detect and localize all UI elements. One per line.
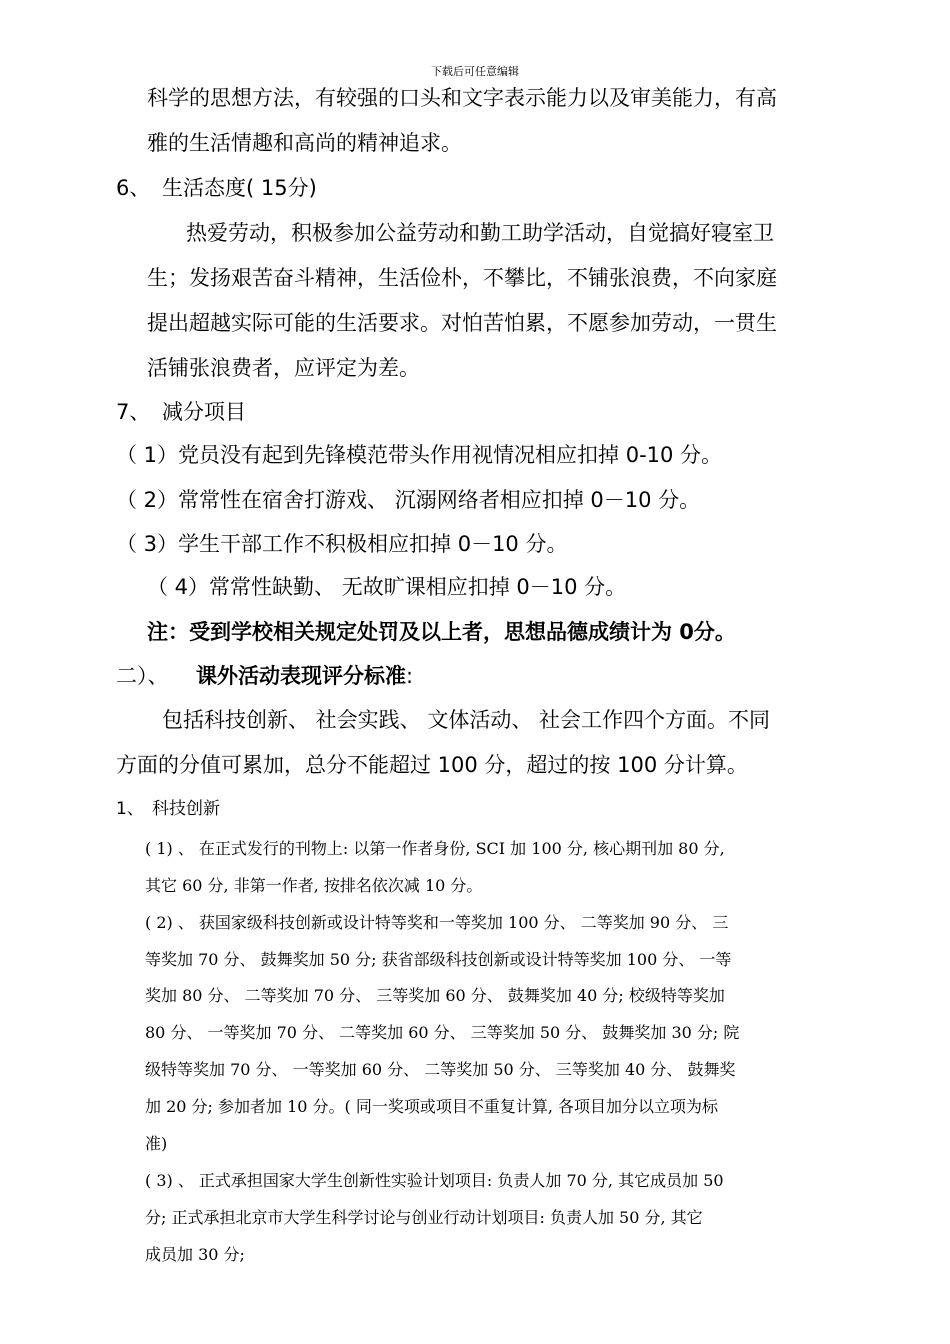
subsection-1-title: 科技创新 bbox=[152, 799, 220, 819]
section-7-title: 减分项目 bbox=[162, 400, 246, 424]
item-2-line: 准) bbox=[145, 1134, 168, 1153]
part-2-title-text: 课外活动表现评分标准 bbox=[196, 664, 406, 688]
deduction-item: （ 1）党员没有起到先锋模范带头作用视情况相应扣掉 0-10 分。 bbox=[116, 443, 723, 467]
section-6-line: 生；发扬艰苦奋斗精神，生活俭朴，不攀比，不铺张浪费，不向家庭 bbox=[147, 266, 777, 290]
intro-line: 科学的思想方法，有较强的口头和文字表示能力以及审美能力，有高 bbox=[147, 86, 777, 110]
section-6-title: 生活态度( 15分) bbox=[162, 176, 317, 200]
section-6-number: 6、 bbox=[116, 176, 151, 200]
item-2-line: 加 20 分; 参加者加 10 分。( 同一奖项或项目不重复计算, 各项目加分以立项为标 bbox=[145, 1097, 719, 1116]
deduction-item: （ 3）学生干部工作不积极相应扣掉 0－10 分。 bbox=[116, 532, 568, 556]
item-1-line: ( 1) 、 在正式发行的刊物上: 以第一作者身份, SCI 加 100 分, 核心期刊加 80 分, bbox=[145, 839, 725, 858]
item-3-line: 成员加 30 分; bbox=[145, 1245, 245, 1264]
item-2-line: 级特等奖加 70 分、 一等奖加 60 分、 二等奖加 50 分、 三等奖加 40 分、 鼓舞奖 bbox=[145, 1060, 736, 1079]
section-6-line: 提出超越实际可能的生活要求。对怕苦怕累，不愿参加劳动，一贯生 bbox=[147, 311, 777, 335]
part-2-line: 方面的分值可累加，总分不能超过 100 分，超过的按 100 分计算。 bbox=[116, 753, 748, 777]
deduction-item: （ 4）常常性缺勤、 无故旷课相应扣掉 0－10 分。 bbox=[147, 575, 627, 599]
item-2-line: 奖加 80 分、 二等奖加 70 分、 三等奖加 60 分、 鼓舞奖加 40 分; 校级特等奖加 bbox=[145, 986, 725, 1005]
item-3-line: ( 3) 、 正式承担国家大学生创新性实验计划项目: 负责人加 70 分, 其它成员加 50 bbox=[145, 1171, 724, 1190]
header-note: 下载后可任意编辑 bbox=[431, 65, 519, 78]
section-6-line: 热爱劳动，积极参加公益劳动和勤工助学活动，自觉搞好寝室卫 bbox=[186, 221, 774, 245]
subsection-1-number: 1、 bbox=[116, 799, 144, 819]
item-1-line: 其它 60 分, 非第一作者, 按排名依次减 10 分。 bbox=[145, 876, 483, 895]
deduction-item: （ 2）常常性在宿舍打游戏、 沉溺网络者相应扣掉 0－10 分。 bbox=[116, 488, 701, 512]
part-2-colon: : bbox=[406, 664, 414, 688]
item-3-line: 分; 正式承担北京市大学生科学讨论与创业行动计划项目: 负责人加 50 分, 其它 bbox=[145, 1208, 703, 1227]
section-6-line: 活铺张浪费者，应评定为差。 bbox=[147, 356, 420, 380]
intro-line: 雅的生活情趣和高尚的精神追求。 bbox=[147, 131, 462, 155]
part-2-number: 二）、 bbox=[116, 664, 169, 688]
part-2-title bbox=[196, 661, 413, 691]
item-2-line: 80 分、 一等奖加 70 分、 二等奖加 60 分、 三等奖加 50 分、 鼓舞奖加 30 分; 院 bbox=[145, 1023, 740, 1042]
part-2-line: 包括科技创新、 社会实践、 文体活动、 社会工作四个方面。不同 bbox=[162, 708, 771, 732]
item-2-line: 等奖加 70 分、 鼓舞奖加 50 分; 获省部级科技创新或设计特等奖加 100 分、 一等 bbox=[145, 950, 732, 969]
section-7-number: 7、 bbox=[116, 400, 151, 424]
item-2-line: ( 2) 、 获国家级科技创新或设计特等奖和一等奖加 100 分、 二等奖加 90 分、 三 bbox=[145, 913, 729, 932]
penalty-note: 注：受到学校相关规定处罚及以上者，思想品德成绩计为 0分。 bbox=[147, 620, 736, 644]
